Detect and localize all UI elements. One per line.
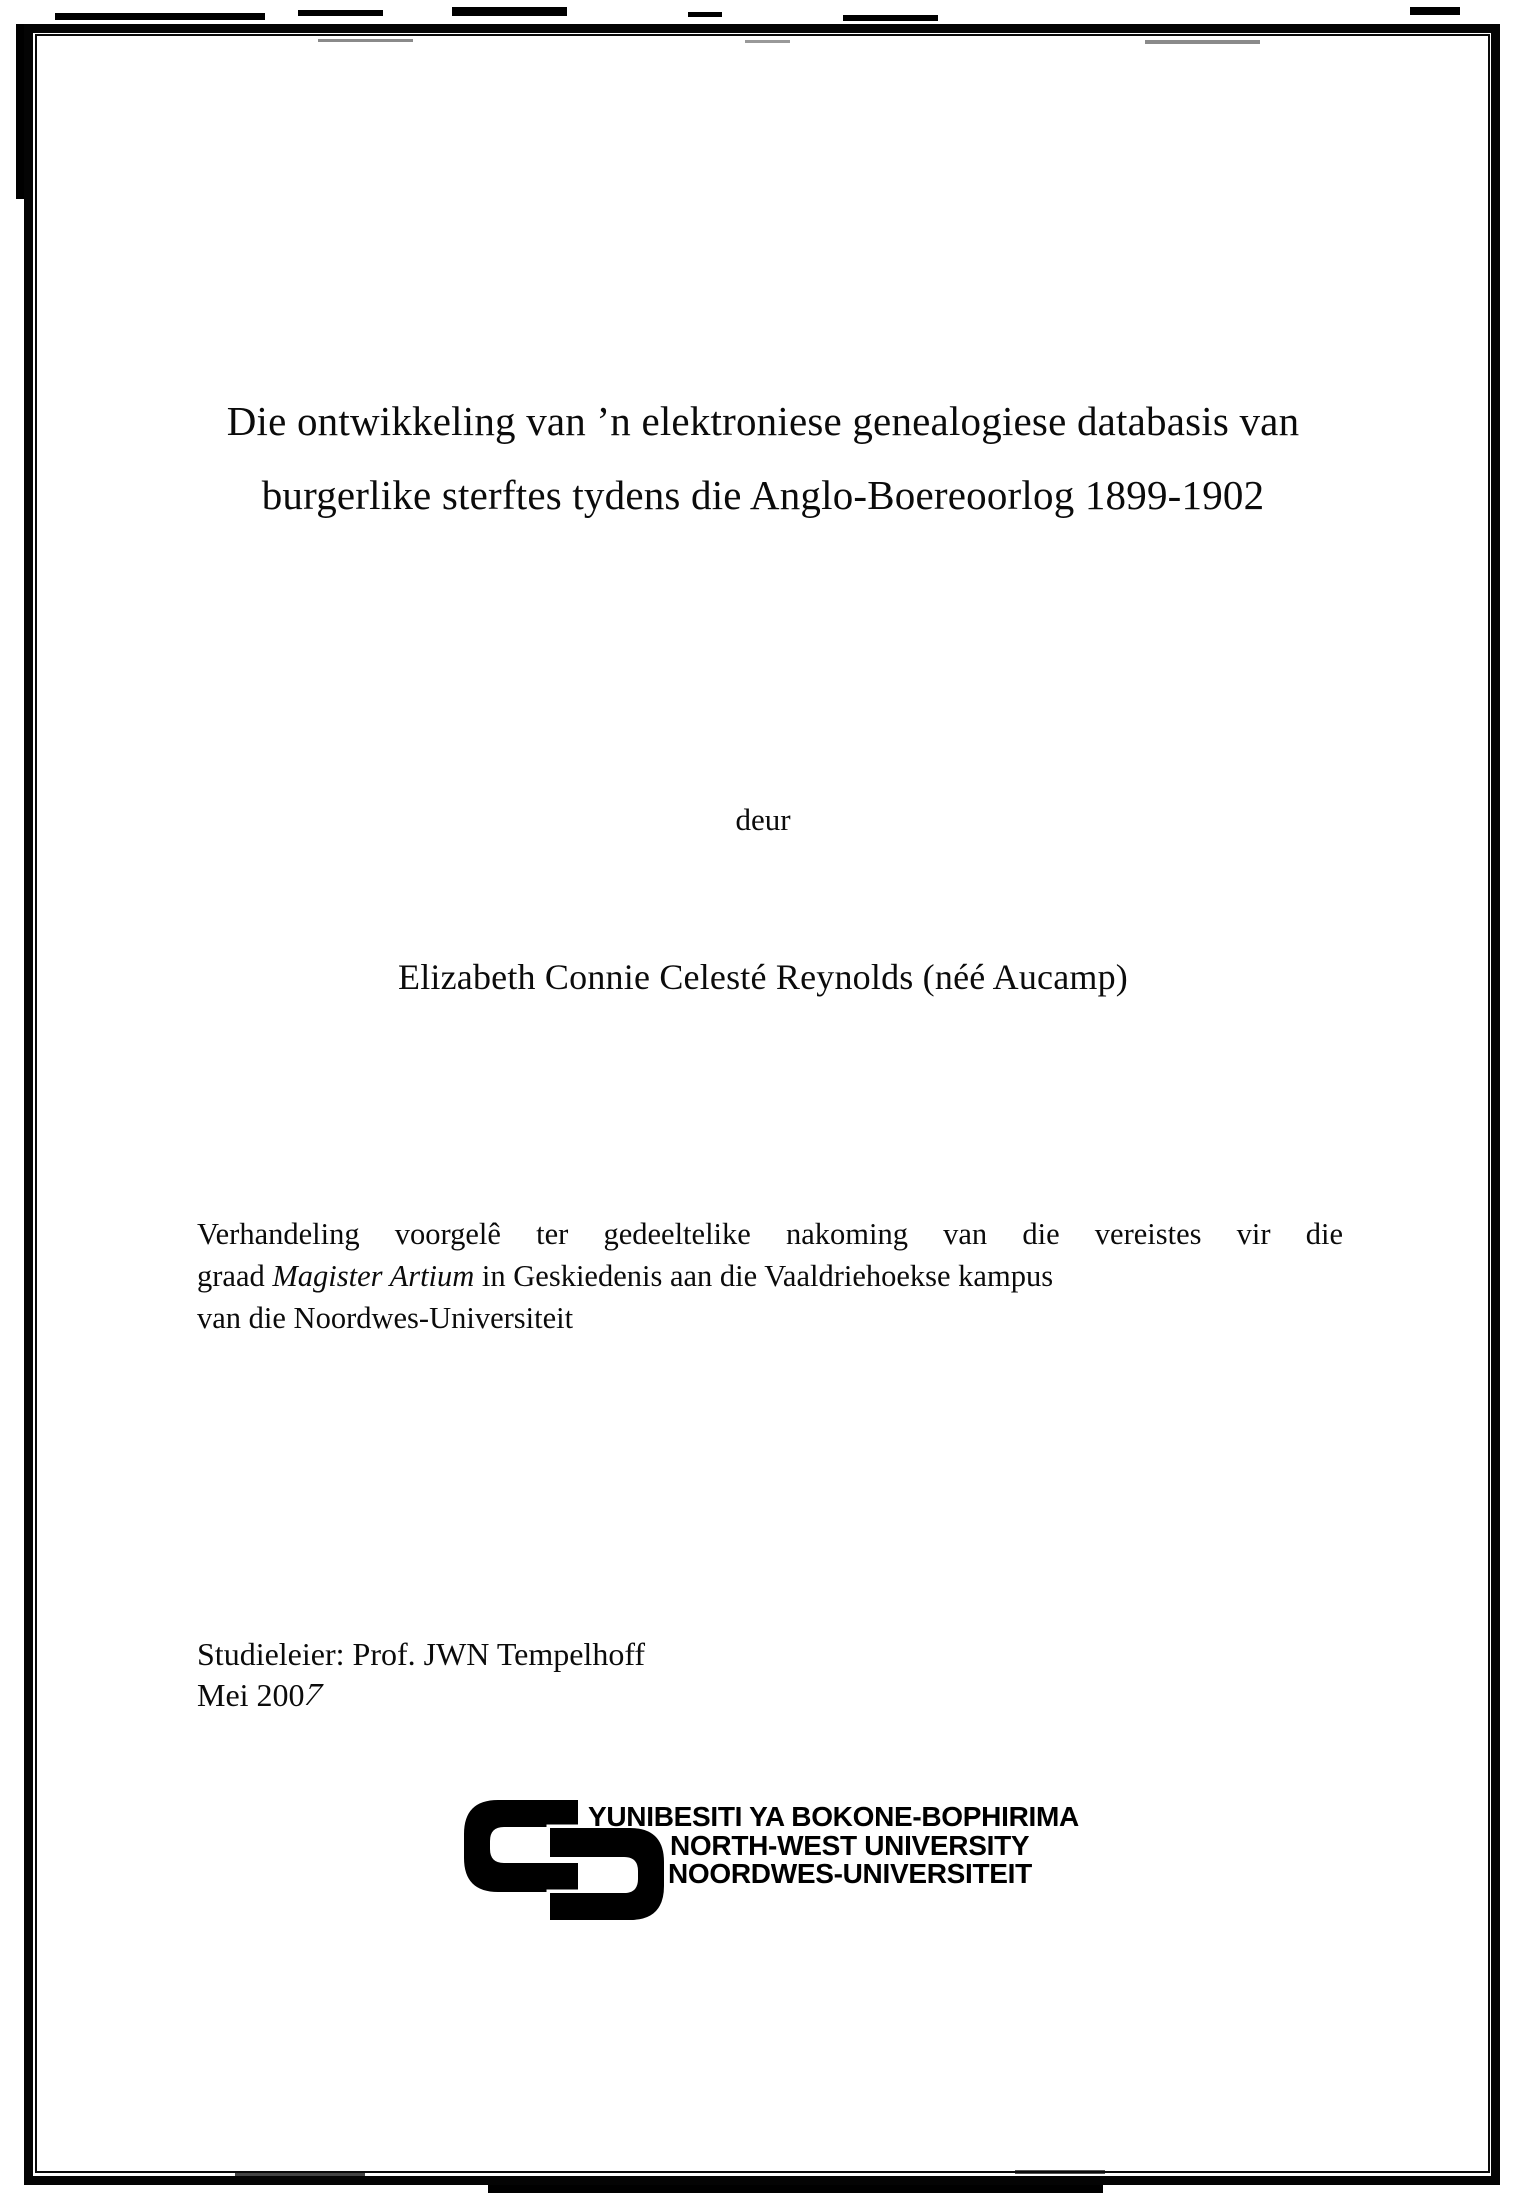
scan-artifact: [688, 12, 722, 17]
scan-artifact: [843, 15, 938, 21]
logo-text-english: NORTH-WEST UNIVERSITY: [670, 1830, 1030, 1861]
date-last-digit: 7: [299, 1676, 327, 1712]
scan-artifact: [1410, 7, 1460, 15]
scan-artifact: [452, 7, 567, 16]
scan-artifact: [16, 24, 24, 199]
byline-label: deur: [735, 802, 791, 837]
supervisor-block: [197, 1634, 645, 1716]
scan-artifact: [298, 10, 383, 16]
thesis-statement-line-3: van die Noordwes-Universiteit: [197, 1301, 574, 1335]
thesis-statement: [197, 1213, 1343, 1339]
author-name: Elizabeth Connie Celesté Reynolds (néé Aucamp): [398, 957, 1128, 997]
date-prefix: Mei 200: [197, 1677, 305, 1713]
logo-text-afrikaans: NOORDWES-UNIVERSITEIT: [668, 1858, 1032, 1889]
supervisor-line: Studieleier: Prof. JWN Tempelhoff: [197, 1636, 646, 1672]
scan-artifact: [55, 13, 265, 20]
date-line: [197, 1675, 645, 1716]
logo-text-setswana: YUNIBESITI YA BOKONE-BOPHIRIMA: [588, 1801, 1079, 1832]
thesis-title-line-1: Die ontwikkeling van ’n elektroniese genealogiese databasis van: [226, 398, 1300, 444]
thesis-statement-line-2-post: in Geskiedenis aan die Vaaldriehoekse kampus: [474, 1259, 1054, 1293]
thesis-title-line-2: burgerlike sterftes tydens die Anglo-Boereoorlog 1899-1902: [261, 472, 1265, 518]
thesis-statement-line-2-pre: graad: [197, 1259, 273, 1293]
degree-name: Magister Artium: [272, 1259, 475, 1293]
thesis-title: [163, 384, 1363, 532]
thesis-statement-line-2: [197, 1255, 1343, 1297]
thesis-statement-line-1: Verhandeling voorgelê ter gedeeltelike nakoming van die vereistes vir die: [197, 1217, 1343, 1251]
